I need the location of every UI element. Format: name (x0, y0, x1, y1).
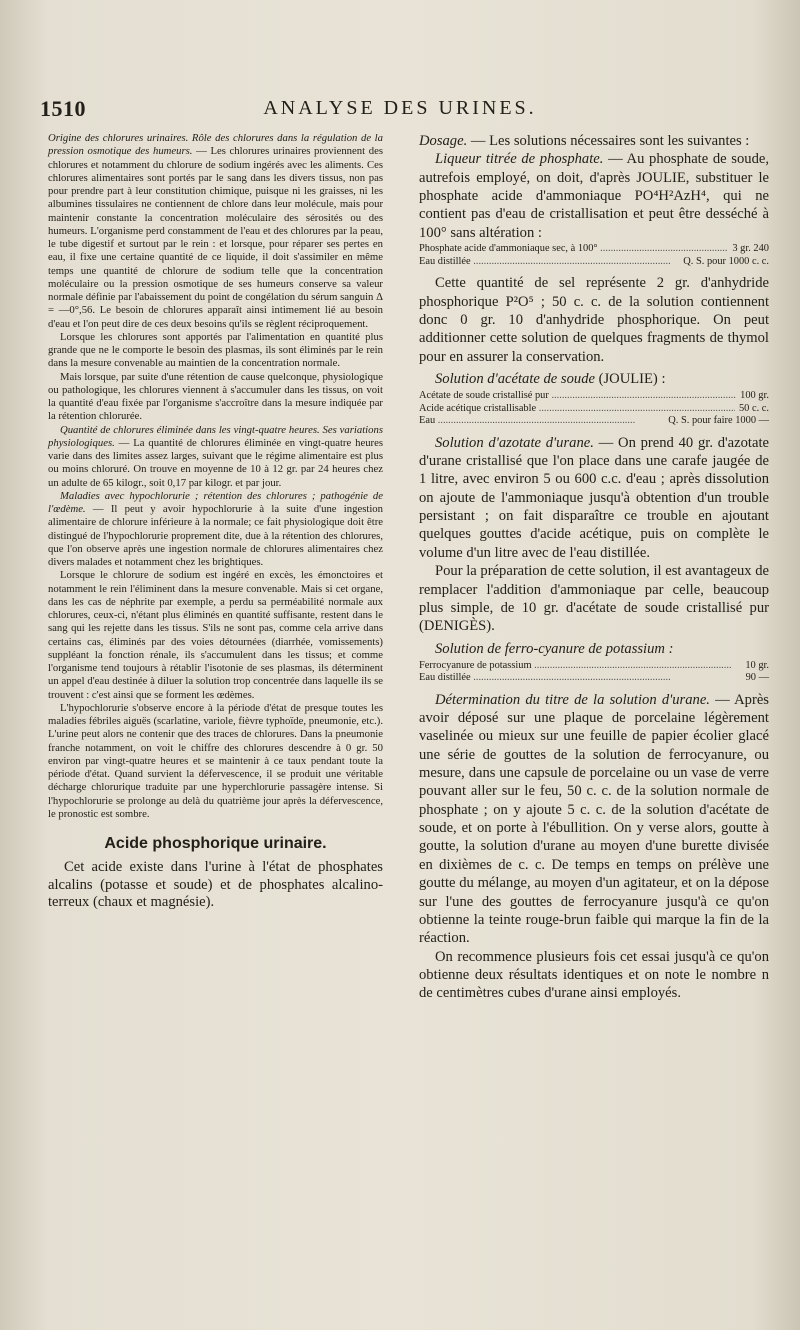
left-column (48, 132, 383, 912)
body-paragraph (48, 702, 383, 821)
body-paragraph (48, 132, 383, 331)
page-header (40, 96, 760, 126)
urane-heading: Solution d'azotate d'urane. (435, 434, 594, 451)
section-paragraph: Cet acide existe dans l'urine à l'état de phosphates alcalins (potasse et soude) et de phosphates alcalino-terreux (chaux et magnésie). (48, 859, 383, 911)
recipe-amount: Q. S. pour 1000 c. c. (683, 255, 769, 267)
recipe-item: Acide acétique cristallisable ..... (419, 403, 735, 416)
paragraph-text: Lorsque les chlorures sont apportés par l'alimentation en quantité plus grande que ne le comporte le besoin des plasmas, ils sont éliminés par le rein dans la mesure convenable au maintien de la concentration normale. (48, 330, 383, 370)
titre-paragraph (419, 691, 769, 948)
liqueur-heading: Liqueur titrée de phosphate. (435, 151, 604, 168)
ferro-heading: Solution de ferro-cyanure de potassium : (435, 640, 674, 657)
recipe-item: Eau distillée ..... (419, 672, 742, 685)
recipe-item: Ferrocyanure de potassium ..... (419, 660, 741, 673)
dosage-text: — Les solutions nécessaires sont les suivantes : (467, 133, 750, 149)
titre-text: — Après avoir déposé sur une plaque de porcelaine légèrement vaselinée ou mieux sur une feuille de papier écolier glacé une série de gouttes de la solution de ferrocyanure, ou mesure, dans une capsule de porcelaine ou un vase de verre pouvant aller sur le feu, 50 c. c. de la solution normale de phosphate ; on y ajoute 5 c. c. de la solution d'acétate de soude, et on porte à l'ébullition. On y verse alors, goutte à goutte, la solution d'urane au moyen d'une burette divisée en dixièmes de c. c. De temps en temps on prélève une goutte du mélange, au moyen d'un agitateur, et on la dépose sur l'une des gouttes de ferrocyanure jusqu'à ce qu'on obtienne la teinte rouge-brun faible qui marque la fin de la réaction. (419, 691, 769, 947)
recipe-amount: 100 gr. (740, 389, 769, 401)
recipe-item: Acétate de soude cristallisé pur ..... (419, 390, 736, 403)
liqueur-paragraph (419, 150, 769, 242)
body-paragraph (48, 331, 383, 371)
paragraph-heading: Maladies avec hypochlorurie ; rétention des chlorures ; pathogénie de l'œdème. (48, 489, 383, 515)
paragraph-text: — La quantité de chlorures éliminée en vingt-quatre heures varie dans des limites assez larges, suivant que le régime alimentaire est plus ou moins chloruré. On trouve en moyenne de 10 à 12 gr. par 24 heures chez un adulte de 65 kilogr., soit 0,17 par kilogr. et par jour. (48, 436, 383, 489)
recipe-row (419, 415, 769, 428)
paragraph-text: — Les chlorures urinaires proviennent des chlorures et notamment du chlorure de sodium ingérés avec les aliments. Ces chlorures alimentaires sont portés par le sang dans les divers tissus, non pas pour prendre part à leur constitution chimique, puisque ni les graisses, ni les albumines tissulaires ne contiennent de chlore dans leur molécule, mais pour maintenir constante la concentration moléculaire des sérosités ou des humeurs. L'organisme perd constamment de l'eau et des chlorures par la peau, le tube digestif et surtout par le rein : et lorsque, pour réparer ses pertes en eau, il fixe une certaine quantité de ce liquide, il doit s'assimiler en même temps une quantité de chlorure de sodium telle que la concentration moléculaire ou la pression osmotique de ses humeurs conserve sa valeur normale définie par l'abaissement du point de congélation du sérum sanguin Δ = —0°,56. Le besoin de chlorures apparaît ainsi intimement lié au besoin d'eau et l'on peut dire de ces deux besoins qu'ils se règlent réciproquement. (48, 145, 383, 330)
body-paragraph (48, 371, 383, 424)
dosage-paragraph (419, 132, 769, 150)
recipe-row (419, 243, 769, 256)
section-heading: Acide phosphorique urinaire. (104, 835, 327, 852)
recipe-item: Phosphate acide d'ammoniaque sec, à 100° ..... (419, 243, 728, 256)
recipe-row (419, 256, 769, 269)
acetate-recipe (419, 390, 769, 428)
recipe-row (419, 660, 769, 673)
titre-paragraph-2: On recommence plusieurs fois cet essai jusqu'à ce qu'on obtienne deux résultats identiques et on note le nombre n de centimètres cubes d'urane ainsi employés. (419, 948, 769, 1002)
recipe-amount: 50 c. c. (738, 402, 769, 414)
liqueur-text: — Au phosphate de soude, autrefois employé, on doit, d'après JOULIE, substituer le phosphate acide d'ammoniaque PO⁴H²AzH⁴, qui ne contient pas d'eau de cristallisation et peut être desséché à 100° sans altération : (419, 151, 769, 241)
recipe-row (419, 672, 769, 685)
body-paragraph (48, 490, 383, 570)
recipe-amount: 90 — (745, 672, 769, 684)
acetate-author: (JOULIE) : (598, 370, 666, 387)
paragraph-text: Mais lorsque, par suite d'une rétention de cause quelconque, physiologique ou pathologique, les chlorures viennent à s'accumuler dans les tissus, on voit la quantité d'eau fixée par l'organisme s'accroître dans la mesure indiquée par la rétention chlorurée. (48, 370, 383, 423)
phosphate-note: Cette quantité de sel représente 2 gr. d'anhydride phosphorique P²O⁵ ; 50 c. c. de la solution contiennent donc 0 gr. 10 d'anhydride phosphorique. On peut additionner cette solution de quelques fragments de thymol pour en assurer la conservation. (419, 275, 769, 365)
paragraph-text: Lorsque le chlorure de sodium est ingéré en excès, les émonctoires et notamment le rein l'éliminent dans la mesure convenable. Mais si cet organe, dans les cas de néphrite par exemple, a perdu sa perméabilité normale aux chlorures, ceux-ci, n'étant plus éliminés en quantité suffisante, restent dans le sang qui les rejette dans les tissus. S'ils ne sont pas, comme cela arrive dans certains cas, éliminés par des voies détournées (diarrhée, vomissements) suppléant la fonction rénale, ils s'accumulent dans les tissus; et comme l'organisme tend toujours à rétablir l'isotonie de ses plasmas, ils déterminent un appel d'eau destinée à diluer la solution trop concentrée dans laquelle ils se trouvent : c'est ainsi que se forment les œdèmes. (48, 569, 383, 701)
paragraph-heading: Quantité de chlorures éliminée dans les vingt-quatre heures. Ses variations physiologiques. (48, 423, 383, 449)
titre-heading: Détermination du titre de la solution d'urane. (435, 691, 710, 708)
recipe-item: Eau distillée ..... (419, 256, 679, 269)
recipe-row (419, 403, 769, 416)
body-paragraph (48, 569, 383, 702)
acetate-heading (419, 370, 769, 388)
paragraph-text: L'hypochlorurie s'observe encore à la période d'état de presque toutes les maladies fébriles aiguës (scarlatine, variole, fièvre typhoïde, pneumonie, etc.). L'urine peut alors ne contenir que des traces de chlorures. Dans la pneumonie franche notamment, on voit le chiffre des chlorures descendre à 0 gr. 50 environ par vingt-quatre heures et se maintenir à ce taux pendant toute la période d'état. Quand survient la défervescence, il se produit une véritable décharge chlorurique traduite par une hyperchlorurie passagère intense. Si l'hypochlorurie se prolonge au delà du quatrième jour après la défervescence, le pronostic est sombre. (48, 701, 383, 820)
paragraph-heading: Origine des chlorures urinaires. Rôle des chlorures dans la régulation de la pression osmotique des humeurs. (48, 132, 383, 158)
acetate-heading-text: Solution d'acétate de soude (435, 370, 595, 387)
recipe-amount: 3 gr. 240 (732, 243, 769, 255)
recipe-amount: Q. S. pour faire 1000 — (668, 415, 769, 427)
dosage-heading: Dosage. (419, 133, 468, 149)
recipe-item: Eau ..... (419, 415, 664, 428)
paragraph-text: — Il peut y avoir hypochlorurie à la suite d'une ingestion alimentaire de chlorure inférieure à la normale; ce fait physiologique doit être distingué de l'hypochlorurie proprement dite, due à la rétention des chlorures, que l'on observe après une ingestion normale de chlorures alimentaires chez divers malades et notamment chez les brightiques. (48, 503, 383, 568)
urane-paragraph-2: Pour la préparation de cette solution, il est avantageux de remplacer l'addition d'ammoniaque par celle, beaucoup plus simple, de 10 gr. d'acétate de soude cristallisé pur (DENIGÈS). (419, 563, 769, 635)
right-column (419, 132, 769, 1003)
ferro-recipe (419, 660, 769, 685)
page-number: 1510 (40, 96, 86, 121)
recipe-row (419, 390, 769, 403)
recipe-amount: 10 gr. (745, 659, 769, 671)
body-paragraph (48, 424, 383, 490)
urane-text: — On prend 40 gr. d'azotate d'urane cristallisé que l'on place dans une carafe jaugée de 1 litre, avec environ 5 ou 600 c.c. d'eau ; après dissolution on ajoute de l'ammoniaque jusqu'à obtention d'un trouble persistant ; on fait disparaître ce trouble en ajoutant quelques gouttes d'acide acétique, puis on complète le volume d'un litre avec de l'eau distillée. (419, 434, 770, 561)
phosphate-recipe (419, 243, 769, 268)
running-title: ANALYSE DES URINES. (263, 97, 537, 119)
urane-paragraph (419, 434, 769, 562)
